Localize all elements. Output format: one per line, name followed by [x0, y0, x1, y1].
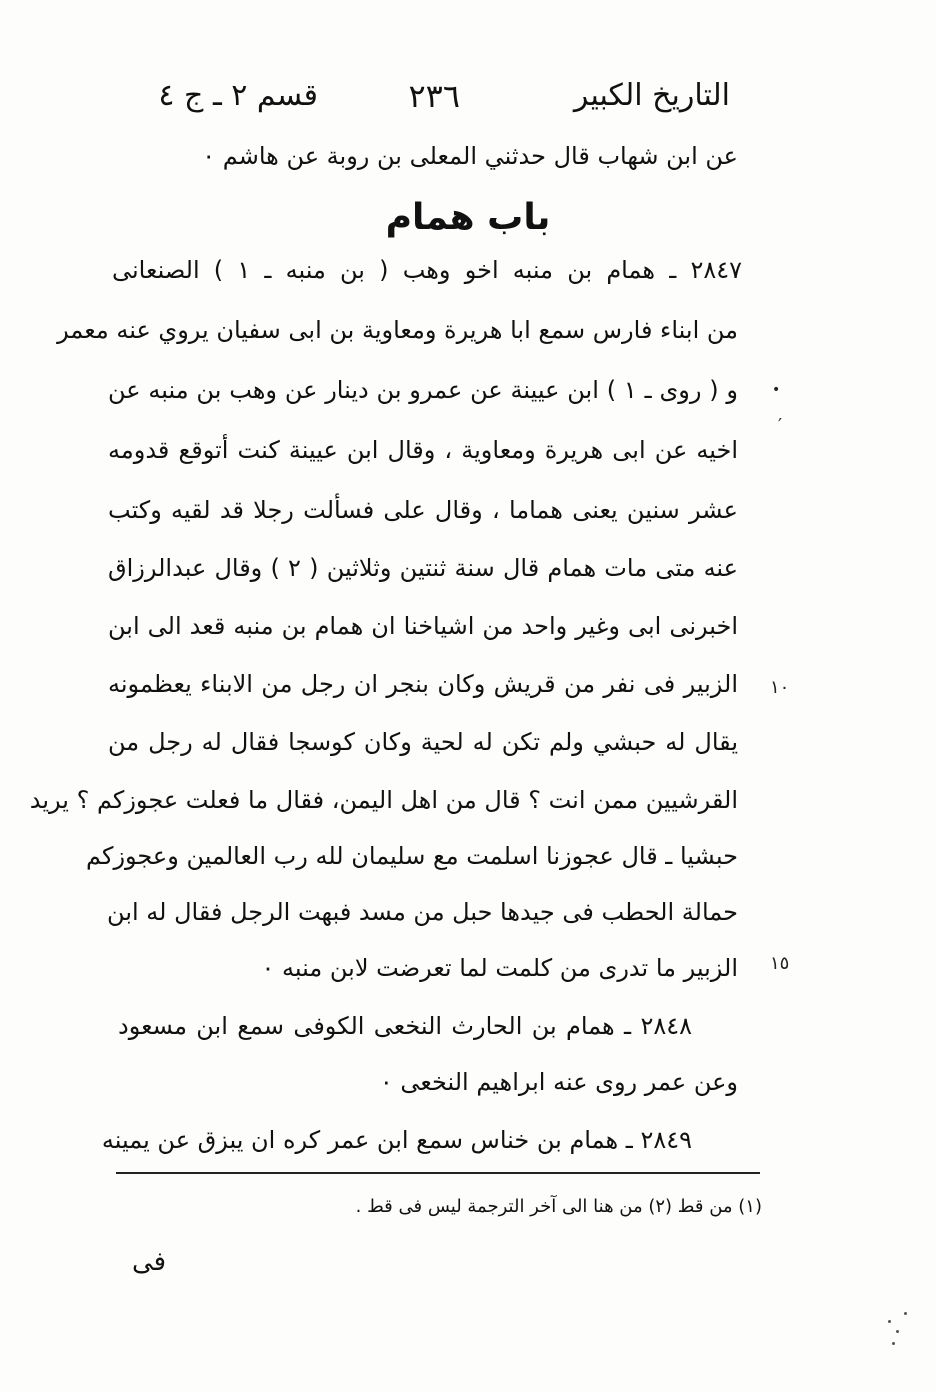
- paper-speck: [892, 1342, 895, 1345]
- margin-mark: ′: [778, 415, 783, 436]
- text-line: و ( روى ـ ١ ) ابن عيينة عن عمرو بن دينار عن وهب بن منبه عن: [108, 376, 739, 404]
- book-title: التاريخ الكبير: [573, 78, 730, 113]
- text-line: حبشيا ـ قال عجوزنا اسلمت مع سليمان لله رب العالمين وعجوزكم: [86, 842, 738, 870]
- section-title: باب همام: [385, 197, 551, 238]
- footnote-rule: [116, 1172, 760, 1174]
- margin-line-number-15: ١٥: [770, 953, 790, 974]
- entry-2849-heading: ٢٨٤٩ ـ همام بن خناس سمع ابن عمر كره ان يبزق عن يمينه: [101, 1126, 692, 1154]
- text-line: عشر سنين يعنى هماما ، وقال على فسألت رجلا قد لقيه وكتب: [108, 496, 738, 524]
- text-line: الزبير فى نفر من قريش وكان بنجر ان رجل من الابناء يعظمونه: [108, 670, 738, 698]
- text-line: حمالة الحطب فى جيدها حبل من مسد فبهت الرجل فقال له ابن: [107, 898, 738, 926]
- margin-line-number-10: ١٠: [770, 677, 790, 698]
- volume-part: قسم ٢ ـ ج ٤: [158, 78, 318, 113]
- text-line: عنه متى مات همام قال سنة ثنتين وثلاثين ( ٢ ) وقال عبدالرزاق: [108, 554, 738, 582]
- margin-dot: •: [772, 382, 781, 398]
- paper-speck: [896, 1330, 899, 1333]
- text-line: عن ابن شهاب قال حدثني المعلى بن روبة عن هاشم ٠: [202, 142, 738, 170]
- text-line: يقال له حبشي ولم تكن له لحية وكان كوسجا فقال له رجل من: [108, 728, 738, 756]
- catchword: فى: [132, 1247, 167, 1277]
- text-line: وعن عمر روى عنه ابراهيم النخعى ٠: [379, 1068, 738, 1096]
- paper-speck: [888, 1320, 891, 1323]
- text-line: من ابناء فارس سمع ابا هريرة ومعاوية بن ابى سفيان يروي عنه معمر: [57, 316, 738, 344]
- text-line: القرشيين ممن انت ؟ قال من اهل اليمن، فقال ما فعلت عجوزكم ؟ يريد: [29, 786, 738, 814]
- text-line: اخيه عن ابى هريرة ومعاوية ، وقال ابن عيينة كنت أتوقع قدومه: [108, 436, 738, 464]
- entry-2847-heading: ٢٨٤٧ ـ همام بن منبه اخو وهب ( بن منبه ـ ١ ) الصنعانى: [112, 256, 742, 284]
- text-line: الزبير ما تدرى من كلمت لما تعرضت لابن منبه ٠: [261, 954, 738, 982]
- page-number: ٢٣٦: [408, 77, 460, 115]
- text-line: اخبرنى ابى وغير واحد من اشياخنا ان همام بن منبه قعد الى ابن: [108, 612, 738, 640]
- entry-2848-heading: ٢٨٤٨ ـ همام بن الحارث النخعى الكوفى سمع ابن مسعود: [118, 1012, 692, 1040]
- paper-speck: [904, 1312, 907, 1315]
- running-header: [130, 74, 730, 118]
- footnote: (١) من قط (٢) من هنا الى آخر الترجمة ليس فى قط .: [355, 1196, 762, 1217]
